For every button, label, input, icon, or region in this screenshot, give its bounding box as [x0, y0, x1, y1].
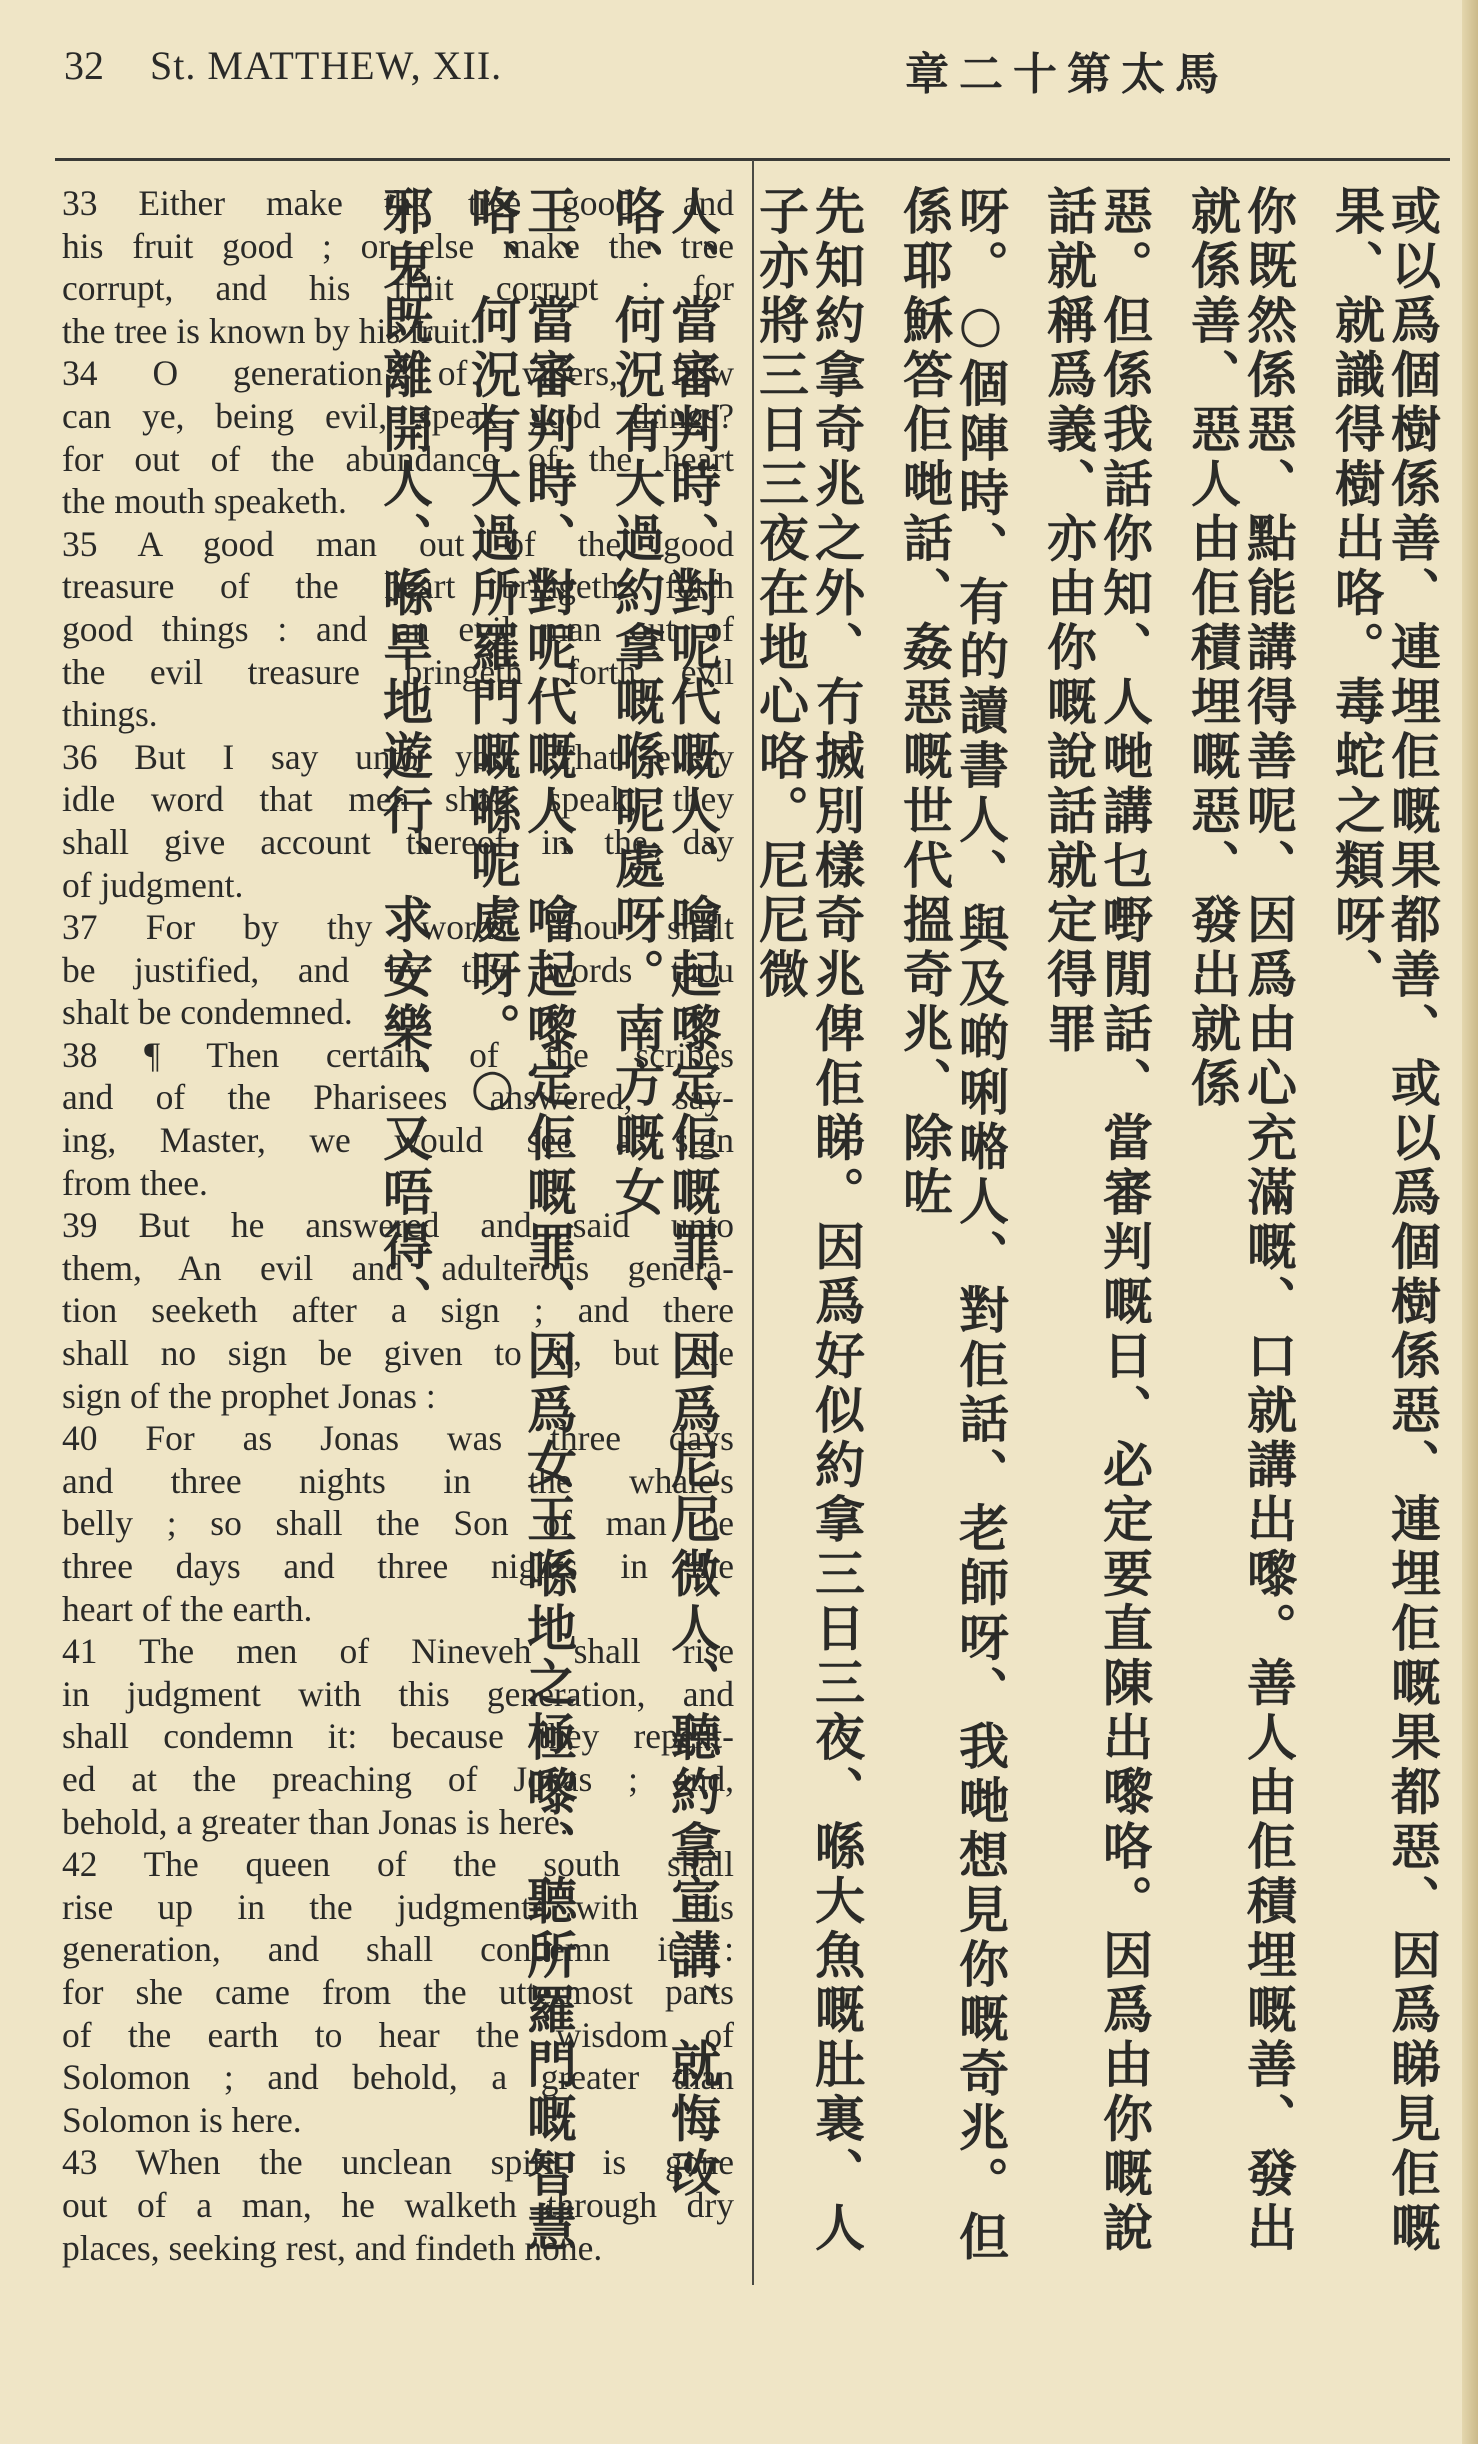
verse-line: the mouth speaketh. [62, 481, 347, 522]
verse-line: shalt be condemned. [62, 992, 353, 1033]
verse-line: in judgment with this generation, and [62, 1673, 734, 1714]
verse-line: shall no sign be given to it, but the [62, 1333, 734, 1374]
verse-line: can ye, being evil, speak good things? [62, 395, 734, 436]
verse-line: for out of the abundance of the heart [62, 438, 734, 479]
verse-line: belly ; so shall the Son of man be [62, 1503, 734, 1544]
verse-line: 39 But he answered and said unto [62, 1205, 734, 1246]
running-title: St. MATTHEW, XII. [150, 43, 503, 88]
verse-line: generation, and shall condemn it : [62, 1929, 734, 1970]
verse-line: behold, a greater than Jonas is here. [62, 1801, 569, 1842]
verse-line: of judgment. [62, 864, 244, 905]
verse-line: Solomon ; and behold, a greater than [62, 2057, 734, 2098]
chinese-column: 呀。○個陣時、有的讀書人、與及啲唎𠺝人、對佢話、老師呀、我哋想見你嘅奇兆。但係耶穌答佢哋話、姦惡嘅世代搵奇兆、除咗 [895, 185, 1010, 2265]
verse-line: ed at the preaching of Jonas ; and, [62, 1758, 734, 1799]
verse-line: corrupt, and his fruit corrupt : for [62, 268, 734, 309]
verse-line: out of a man, he walketh through dry [62, 2184, 734, 2225]
chinese-column: 惡。但係我話你知、人哋講乜嘢閒話、當審判嘅日、必定要直陳出嚟咯。因爲由你嘅說話就稱爲義、亦由你嘅說話就定得罪 [1039, 185, 1154, 2256]
verse-line: sign of the prophet Jonas : [62, 1375, 436, 1416]
verse-line: places, seeking rest, and findeth none. [62, 2227, 603, 2268]
verse-line: three days and three nights in the [62, 1546, 734, 1586]
verse-line: 41 The men of Nineveh shall rise [62, 1631, 734, 1672]
verse-line: for she came from the uttermost parts [62, 1971, 734, 2012]
verse-line: heart of the earth. [62, 1588, 313, 1629]
chinese-column: 或以爲個樹係善、連埋佢嘅果都善、或以爲個樹係惡、連埋佢嘅果都惡、因爲睇見佢嘅果、就識得樹出咯。毒蛇之類呀、 [1327, 185, 1442, 2256]
chinese-column: 先知約拿奇兆之外、冇搣別樣奇兆俾佢睇。因爲好似約拿三日三夜、喺大魚嘅肚裏、人子亦將三日三夜在地心咯。尼尼微 [751, 185, 866, 2256]
verse-line: 38 ¶ Then certain of the scribes [62, 1034, 734, 1075]
verse-line: shall condemn it: because they repent- [62, 1716, 734, 1757]
verse-line: tion seeketh after a sign ; and there [62, 1290, 734, 1331]
verse-line: 35 A good man out of the good [62, 523, 734, 564]
verse-line: Solomon is here. [62, 2099, 302, 2140]
verse-line: shall give account thereof in the day [62, 821, 734, 862]
verse-line: 40 For as Jonas was three days [62, 1418, 734, 1459]
verse-line: of the earth to hear the wisdom of [62, 2014, 734, 2055]
verse-line: 36 But I say unto you, That every [62, 736, 734, 777]
verse-line: 34 O generation of vipers, how [62, 353, 734, 394]
page-number: 32 [64, 43, 104, 88]
verse-line: from thee. [62, 1162, 208, 1203]
chinese-column: 王、當審判時、對呢代嘅人、噲起嚟定佢嘅罪、因爲女王喺地之極嚟、聽所羅門嘅智慧咯、何況有大過所羅門嘅喺呢處呀。○ [463, 185, 578, 2256]
verse-line: good things : and an evil man out of [62, 608, 734, 649]
page-edge [1462, 0, 1478, 2444]
verse-line: 33 Either make the tree good, and [62, 183, 734, 223]
verse-line: and of the Pharisees answered, say- [62, 1077, 734, 1118]
verse-line: his fruit good ; or else make the tree [62, 225, 734, 266]
verse-line: things. [62, 694, 158, 735]
verse-line: treasure of the heart bringeth forth [62, 566, 734, 607]
chinese-running-title: 馬太第十二章 [905, 50, 1229, 99]
verse-line: the tree is known by his fruit. [62, 310, 480, 351]
verse-line: idle word that men shall speak, they [62, 779, 734, 820]
verse-line: rise up in the judgment with this [62, 1886, 734, 1927]
verse-line: and three nights in the whale's [62, 1460, 734, 1501]
chinese-column: 人、當審判時、對呢代嘅人、噲起嚟定佢嘅罪、因爲尼尼微人、聽約拿宣講、就悔改咯、何況有大過約拿嘅喺呢處呀。南方嘅女 [607, 185, 722, 2202]
verse-line: them, An evil and adulterous genera- [62, 1247, 734, 1288]
verse-line: 43 When the unclean spirit is gone [62, 2142, 734, 2183]
verse-line: be justified, and by thy words thou [62, 949, 734, 990]
chinese-column: 你既然係惡、點能講得善呢、因爲由心充滿嘅、口就講出嚟。善人由佢積埋嘅善、發出就係善、惡人由佢積埋嘅惡、發出就係 [1183, 185, 1298, 2256]
verse-line: ing, Master, we would see a sign [62, 1120, 734, 1161]
verse-line: the evil treasure bringeth forth evil [62, 651, 734, 692]
chinese-text-columns [376, 185, 1440, 2285]
verse-line: 37 For by thy words thou shalt [62, 907, 734, 948]
chinese-column: 邪鬼既離開人、喺旱地遊行、求安樂、又唔得、 [375, 185, 434, 1330]
verse-line: 42 The queen of the south shall [62, 1844, 734, 1885]
